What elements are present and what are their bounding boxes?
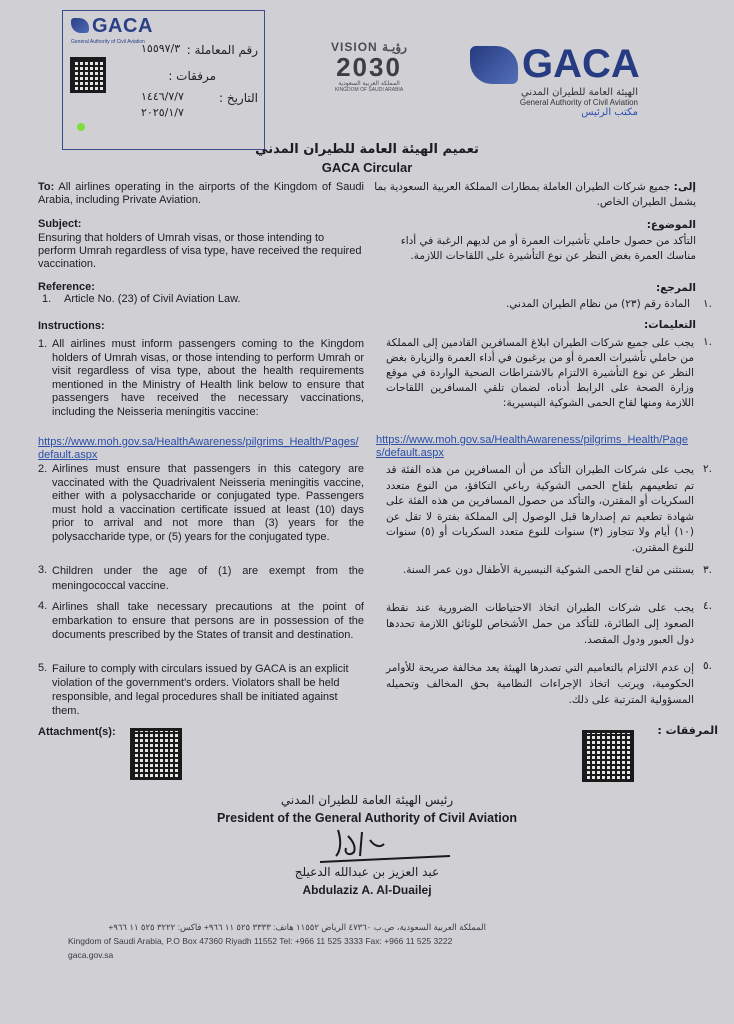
instruction-4-ar: يجب على شركات الطيران اتخاذ الاحتياطات الضرورية عند نقطة الصعود إلى الطائرة، للتأكد من حمل الأشخاص للوثائق اللازمة تحددها دول العبور ودول المقصد. — [386, 602, 694, 646]
item-number-ar: .٣ — [703, 564, 712, 576]
instruction-5-ar: إن عدم الالتزام بالتعاميم التي تصدرها الهيئة يعد مخالفة صريحة للأوامر الحكومية، ويرتب اتخاذ الإجراءات النظامية بحق المخالف وتحميله المسؤولية المترتبة على ذلك. — [386, 662, 694, 706]
to-section-ar — [374, 180, 696, 209]
stamp-gaca-logo — [71, 15, 153, 38]
transaction-number-value: ١٥٥٩٧/٣ — [141, 42, 181, 55]
gaca-wordmark: GACA — [522, 42, 640, 86]
instruction-1-en: All airlines must inform passengers coming to the Kingdom holders of Umrah visas, or those intending to perform Umrah or visit regardless of visa type, about the health requirements mentioned in the Ministry of Health link below to ensure that passengers have received the necessary vaccinations, including the Neisseria meningitis vaccine: — [52, 338, 364, 418]
to-text-ar: جميع شركات الطيران العاملة بمطارات المملكة العربية السعودية بما يشمل الطيران الخاص. — [374, 181, 696, 208]
gaca-logo — [470, 42, 670, 142]
instruction-3-ar: يستثنى من لقاح الحمى الشوكية النيسيرية الأطفال دون عمر السنة. — [402, 564, 694, 576]
item-number-en: 1. — [38, 338, 48, 350]
to-text-en: All airlines operating in the airports of the Kingdom of Saudi Arabia, including Private Aviation. — [38, 181, 364, 207]
item-number-ar: .٤ — [703, 600, 712, 612]
ref1-en: Article No. (23) of Civil Aviation Law. — [64, 293, 241, 305]
instruction-3-en: Children under the age of (1) are exempt from the meningococcal vaccine. — [52, 565, 364, 592]
instruction-1-ar: يجب على جميع شركات الطيران ابلاغ المسافرين القادمين إلى المملكة من حاملي تأشيرات العمرة أو من يرغبون في أداء العمرة والزيارة بغض النظر عن نوع التأشيرة الالتزام بالاشتراطات الصحية الواردة في موقع وزارة الصحة على الرابط أدناه، لضمان تلقي المسافرين اللقاحات اللازمة ومنها لقاح الحمى الشوكية النيسيرية: — [386, 337, 694, 409]
president-office-label: مكتب الرئيس — [581, 107, 638, 118]
subject-label-en: Subject: — [38, 218, 82, 230]
stamp-logo-text: GACA — [92, 15, 153, 37]
vision-line1: VISION رؤيـة — [331, 40, 407, 54]
to-label-en: To: — [38, 181, 55, 193]
moh-link-en[interactable]: https://www.moh.gov.sa/HealthAwareness/pilgrims_Health/Pages/default.aspx — [38, 436, 359, 461]
signatory-name-arabic: عبد العزيز بن عبدالله الدعيلج — [294, 865, 440, 879]
instruction-2-en: Airlines must ensure that passengers in this category are vaccinated with the Quadrivalent Neisseria meningitis vaccine, either with a polysaccharide or conjugated type. Passengers must hold a vaccination certificate issued at least (10) days prior to arrival and not more than (3) years for the polysaccharide type, or (5) years for the conjugated type. — [52, 463, 364, 543]
reference-label-ar: المرجع: — [655, 282, 696, 294]
reference-label-en: Reference: — [38, 281, 95, 293]
stamp-logo-subtitle: General Authority of Civil Aviation — [71, 39, 145, 45]
vision-line3: المملكة العربية السعودية — [338, 80, 400, 87]
to-label-ar: إلى: — [673, 181, 696, 193]
ref1-ar: المادة رقم (٢٣) من نظام الطيران المدني. — [505, 298, 690, 310]
item-number-ar: .٥ — [703, 660, 712, 672]
date-gregorian: ٢٠٢٥/١/٧ — [141, 106, 184, 119]
date-label: التاريخ : — [218, 91, 258, 105]
ref-number-ar: .١ — [703, 298, 712, 310]
item-number-en: 4. — [38, 600, 48, 612]
stamp-qr-code — [70, 57, 106, 93]
subject-text-en: Ensuring that holders of Umrah visas, or those intending to perform Umrah regardless of visa type, have received the required vaccination. — [38, 232, 362, 271]
item-number-en: 2. — [38, 463, 48, 475]
item-number-ar: .١ — [703, 336, 712, 348]
to-section-en — [38, 181, 364, 207]
signatory-title-arabic: رئيس الهيئة العامة للطيران المدني — [280, 793, 454, 807]
gaca-english-name: General Authority of Civil Aviation — [519, 98, 638, 107]
moh-link-ar[interactable]: https://www.moh.gov.sa/HealthAwareness/pilgrims_Health/Pages/default.aspx — [376, 434, 689, 459]
instruction-2-ar: يجب على شركات الطيران التأكد من أن المسافرين من هذه الفئة قد تم تطعيمهم بلقاح الحمى الشوكية رباعي التكافؤ، من النوع متعدد السكريات أو المقترن، والتأكد من حصول المسافرين من هذه الفئة على شهادة تطعيم تم إصدارها قبل الوصول إلى المملكة بفترة لا تقل عن (١٠) أيام ولا تتجاوز (٣) سنوات للنوع متعدد السكريات أو (٥) سنوات للنوع المقترن. — [386, 464, 694, 554]
transaction-number-label: رقم المعاملة : — [186, 43, 258, 57]
date-hijri: ١٤٤٦/٧/٧ — [141, 90, 184, 103]
status-dot — [77, 123, 85, 131]
attachments-label-ar: المرفقات : — [657, 724, 718, 737]
subject-label-ar: الموضوع: — [646, 219, 696, 231]
circular-title-arabic: تعميم الهيئة العامة للطيران المدني — [255, 142, 479, 157]
attachments-label-en: Attachment(s): — [38, 726, 116, 738]
signatory-name-english: Abdulaziz A. Al-Duailej — [302, 883, 432, 897]
item-number-ar: .٢ — [703, 463, 712, 475]
instruction-5-en: Failure to comply with circulars issued by GACA is an explicit violation of the government's orders. Violators shall be held responsible, and legal procedures shall be initiated against them. — [52, 663, 349, 717]
footer-address-english: Kingdom of Saudi Arabia, P.O Box 47360 Riyadh 11552 Tel: +966 11 525 3333 Fax: +966 11 525 3222 — [68, 936, 453, 946]
attachment-qr-code-en[interactable] — [130, 728, 182, 780]
handwritten-signature — [300, 822, 460, 868]
vision-2030-logo — [318, 40, 420, 122]
signatory-title-english: President of the General Authority of Civil Aviation — [216, 811, 518, 825]
ref-number-en: 1. — [42, 293, 52, 305]
footer-address-arabic: المملكة العربية السعودية، ص.ب ٤٧٣٦٠ الرياض ١١٥٥٢ هاتف: ٣٣٣٣ ٥٢٥ ١١ ٩٦٦+ فاكس: ٣٢٢٢ ٥٢٥ ١١ ٩٦٦+ — [108, 922, 486, 932]
item-number-en: 3. — [38, 564, 48, 576]
instruction-4-en: Airlines shall take necessary precautions at the point of embarkation to ensure that persons are in possession of the documents prescribed by the States of transit and destination. — [52, 601, 364, 641]
vision-line2: 2030 — [336, 52, 402, 82]
item-number-en: 5. — [38, 662, 48, 674]
gaca-arabic-name: الهيئة العامة للطيران المدني — [521, 87, 638, 98]
instructions-label-en: Instructions: — [38, 320, 105, 332]
registration-stamp — [62, 10, 265, 150]
footer-website[interactable]: gaca.gov.sa — [68, 950, 114, 960]
attachment-qr-code-ar[interactable] — [582, 730, 634, 782]
circular-title-english: GACA Circular — [321, 160, 413, 175]
subject-text-ar: التأكد من حصول حاملي تأشيرات العمرة أو من لديهم الرغبة في أداء مناسك العمرة بغض النظر عن نوع التأشيرة على اللقاحات اللازمة. — [400, 235, 696, 262]
vision-line4: KINGDOM OF SAUDI ARABIA — [334, 87, 404, 93]
instructions-label-ar: التعليمات: — [643, 319, 696, 331]
attachments-stamp-label: مرفقات : — [168, 69, 216, 83]
gaca-mark-icon — [470, 46, 518, 84]
